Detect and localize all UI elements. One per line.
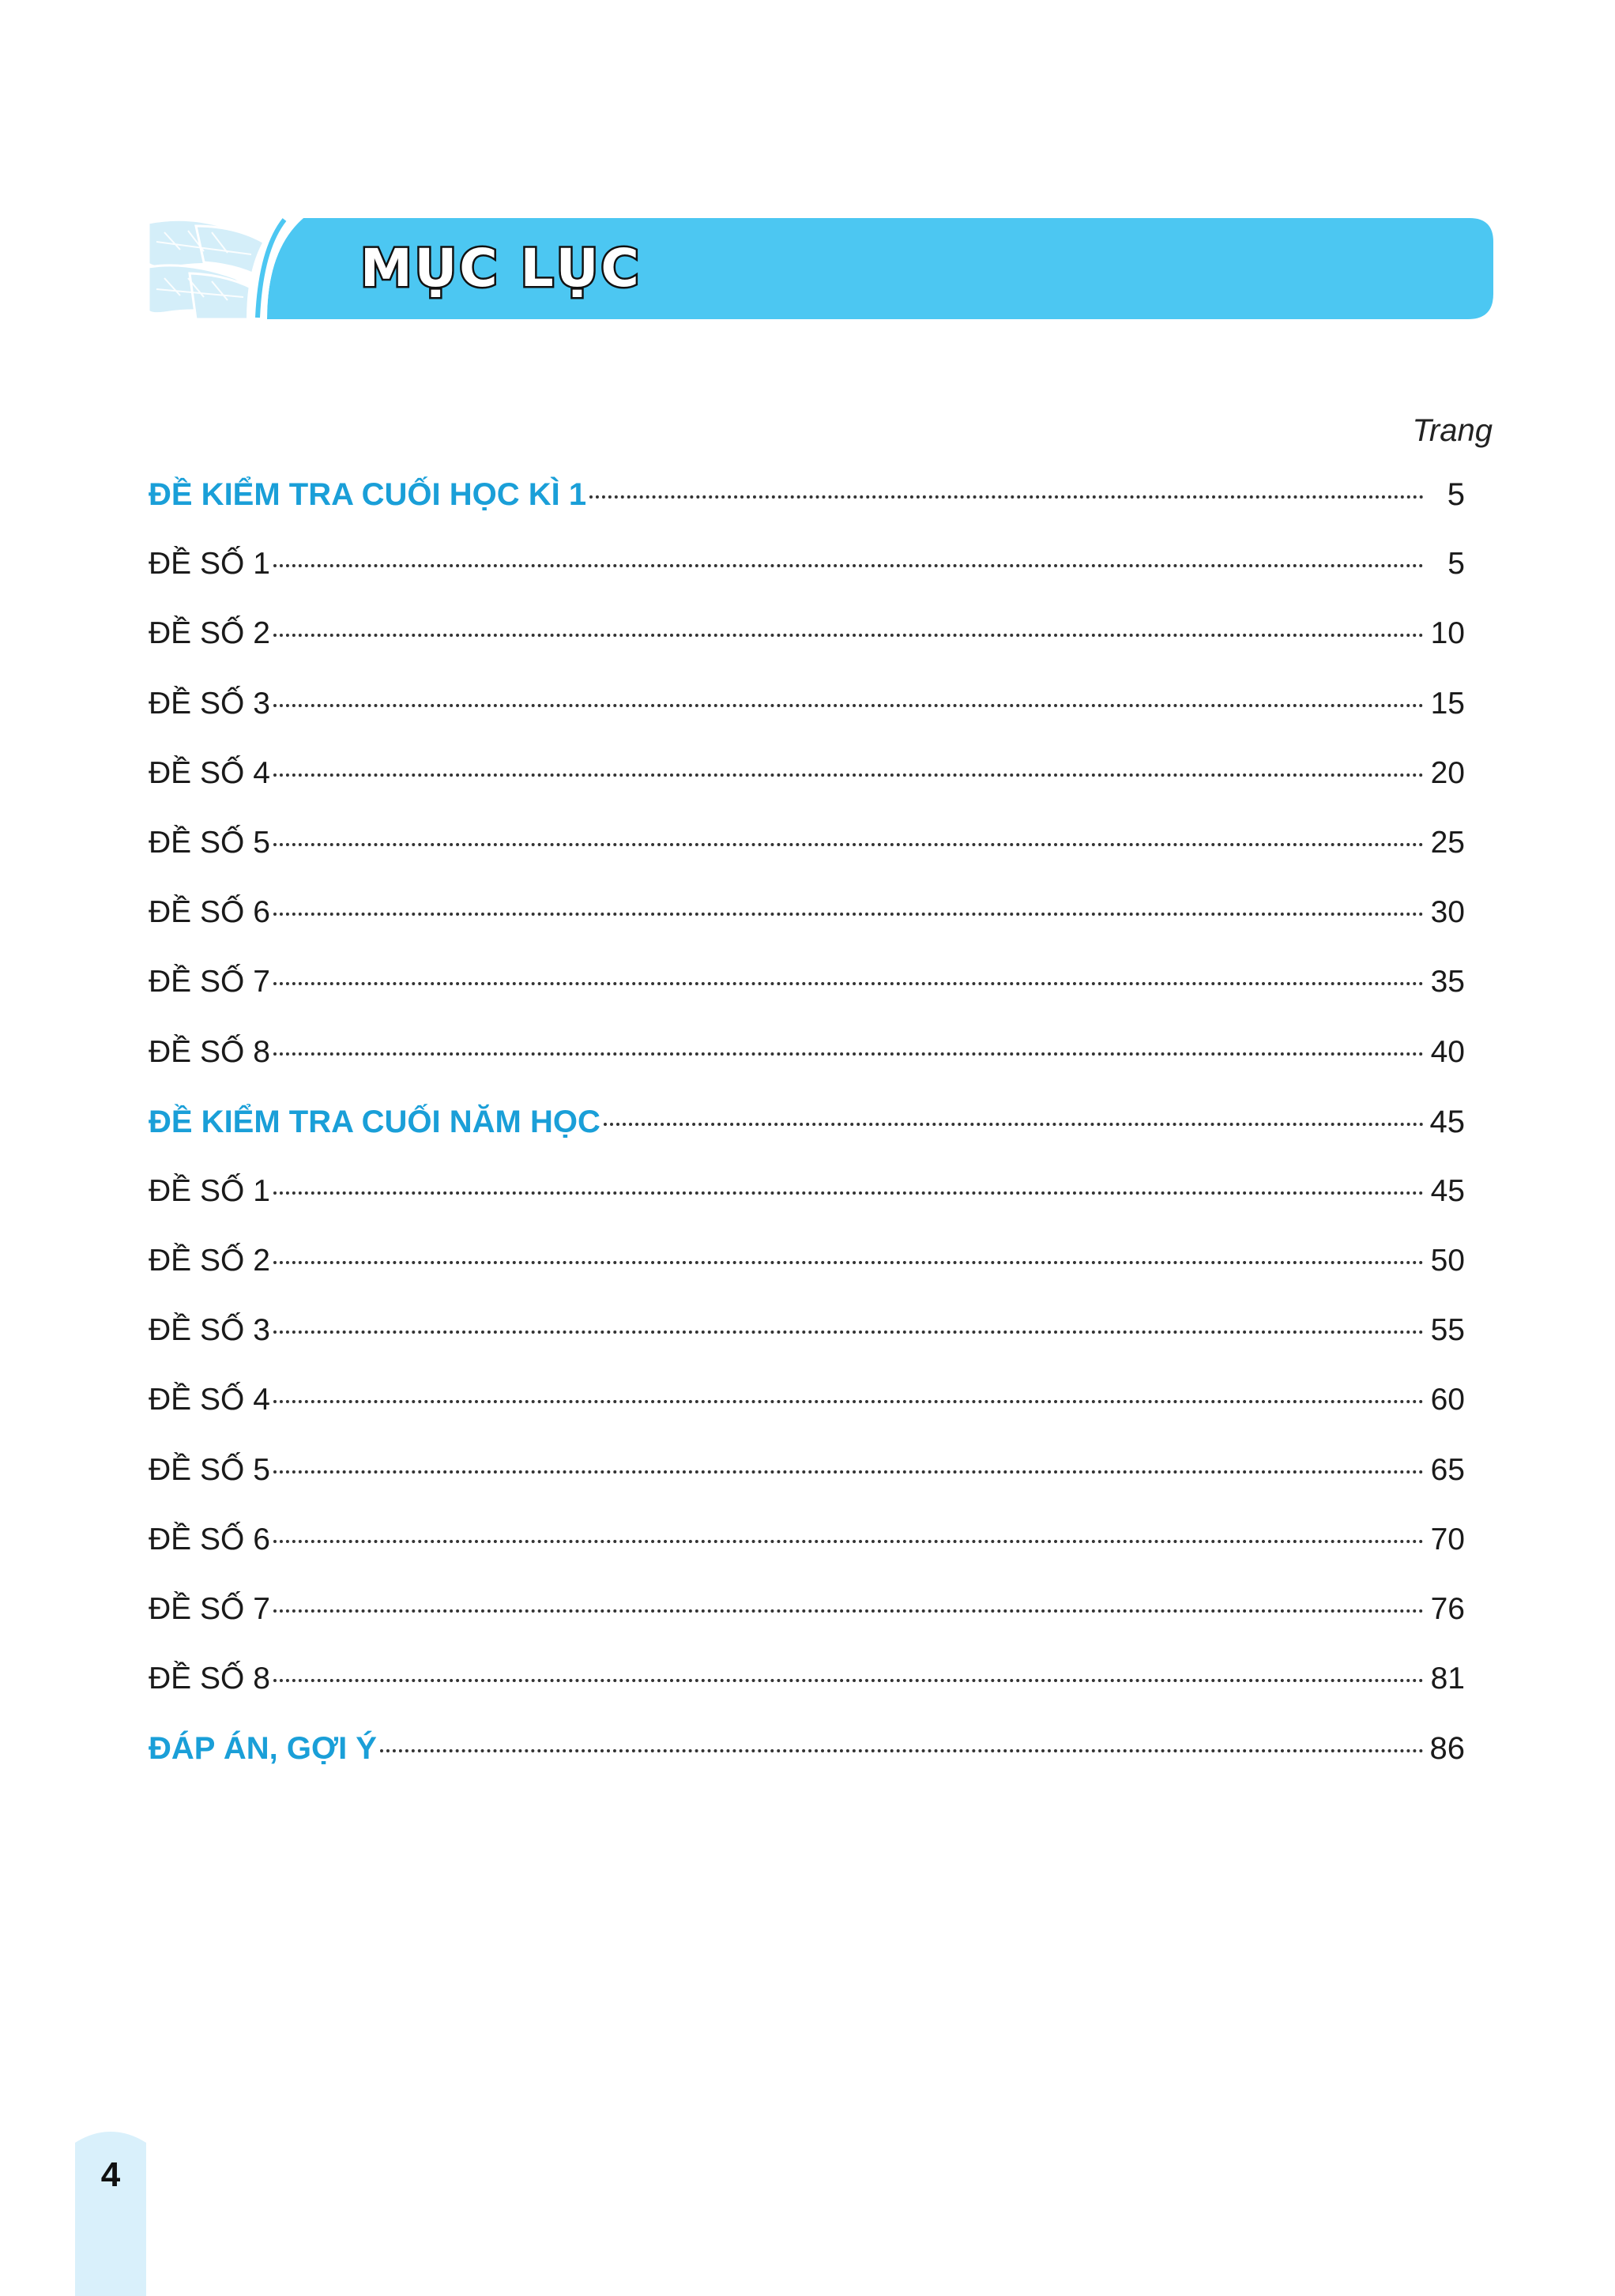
toc-entry-title: ĐỀ SỐ 7	[149, 1592, 270, 1626]
toc-entry[interactable]	[149, 1244, 1465, 1313]
toc-entry-title: ĐỀ SỐ 8	[149, 1662, 270, 1696]
dot-leader	[273, 1400, 1424, 1403]
dot-leader	[380, 1749, 1424, 1752]
page-title: MỤC LỤC	[360, 238, 642, 299]
toc-entry-title: ĐỀ SỐ 8	[149, 1034, 270, 1069]
dot-leader	[273, 1540, 1424, 1543]
toc-section-entry[interactable]	[149, 1105, 1465, 1174]
toc-entry-page: 35	[1430, 965, 1465, 999]
dot-leader	[273, 1331, 1424, 1334]
page-column-label: Trang	[1412, 413, 1493, 448]
toc-entry[interactable]	[149, 1313, 1465, 1383]
toc-entry[interactable]	[149, 1174, 1465, 1244]
toc-entry[interactable]	[149, 965, 1465, 1034]
dot-leader	[273, 913, 1424, 916]
toc-entry-page: 65	[1430, 1452, 1465, 1487]
toc-entry[interactable]	[149, 1592, 1465, 1662]
toc-entry[interactable]	[149, 687, 1465, 756]
toc-entry-title: ĐỀ SỐ 2	[149, 1244, 270, 1278]
toc-entry-page: 45	[1429, 1104, 1465, 1139]
page-number: 4	[100, 2155, 121, 2194]
dot-leader	[273, 843, 1424, 846]
toc-entry-page: 5	[1447, 547, 1465, 582]
dot-leader	[273, 1052, 1424, 1056]
toc-entry-page: 81	[1430, 1662, 1465, 1696]
toc-entry-page: 86	[1429, 1731, 1465, 1767]
toc-entry[interactable]	[149, 756, 1465, 826]
toc-entry[interactable]	[149, 1453, 1465, 1523]
toc-entry[interactable]	[149, 826, 1465, 895]
toc-entry-title: ĐỀ SỐ 7	[149, 965, 270, 999]
toc-entry-page: 55	[1430, 1313, 1465, 1348]
toc-entry-page: 50	[1430, 1244, 1465, 1278]
page-number-tab	[75, 2132, 146, 2296]
header-banner	[149, 218, 1493, 319]
toc-entry-title: ĐÁP ÁN, GỢI Ý	[149, 1731, 377, 1767]
toc-entry-page: 15	[1430, 686, 1465, 721]
toc-entry[interactable]	[149, 547, 1465, 616]
toc-entry-page: 60	[1430, 1383, 1465, 1417]
toc-section-entry[interactable]	[149, 1731, 1465, 1801]
dot-leader	[273, 1261, 1424, 1264]
toc-entry-title: ĐỀ SỐ 6	[149, 1522, 270, 1556]
toc-entry[interactable]	[149, 1523, 1465, 1592]
toc-entry-page: 40	[1430, 1034, 1465, 1069]
dot-leader	[273, 1470, 1424, 1474]
banner-background	[149, 218, 1493, 319]
toc-entry-page: 5	[1447, 477, 1465, 512]
toc-entry-page: 20	[1430, 755, 1465, 790]
dot-leader	[589, 495, 1424, 499]
toc-entry-title: ĐỀ SỐ 1	[149, 1173, 270, 1208]
toc-entry-page: 45	[1430, 1173, 1465, 1208]
toc-entry-title: ĐỀ SỐ 2	[149, 616, 270, 651]
toc-section-entry[interactable]	[149, 477, 1465, 547]
toc-entry-page: 25	[1430, 825, 1465, 860]
dot-leader	[273, 634, 1424, 637]
toc-entry-page: 10	[1430, 616, 1465, 651]
toc-entry-title: ĐỀ SỐ 4	[149, 1383, 270, 1417]
toc-entry-title: ĐỀ SỐ 3	[149, 686, 270, 721]
dot-leader	[273, 564, 1424, 567]
dot-leader	[273, 1679, 1424, 1682]
toc-entry-page: 70	[1430, 1522, 1465, 1556]
toc-entry[interactable]	[149, 1035, 1465, 1105]
toc-entry[interactable]	[149, 895, 1465, 965]
toc-entry-title: ĐỀ KIỂM TRA CUỐI NĂM HỌC	[149, 1104, 600, 1139]
toc-entry[interactable]	[149, 1662, 1465, 1731]
toc-entry-title: ĐỀ SỐ 4	[149, 755, 270, 790]
dot-leader	[273, 773, 1424, 777]
table-of-contents	[149, 477, 1465, 1801]
dot-leader	[273, 1609, 1424, 1613]
toc-entry-page: 30	[1430, 895, 1465, 930]
toc-entry[interactable]	[149, 1383, 1465, 1452]
toc-entry-title: ĐỀ SỐ 5	[149, 825, 270, 860]
toc-entry-title: ĐỀ KIỂM TRA CUỐI HỌC KÌ 1	[149, 477, 587, 512]
toc-entry-page: 76	[1430, 1592, 1465, 1626]
dot-leader	[604, 1123, 1424, 1126]
dot-leader	[273, 704, 1424, 707]
dot-leader	[273, 982, 1424, 985]
dot-leader	[273, 1191, 1424, 1195]
toc-entry-title: ĐỀ SỐ 3	[149, 1313, 270, 1348]
toc-entry-title: ĐỀ SỐ 5	[149, 1452, 270, 1487]
toc-entry[interactable]	[149, 616, 1465, 686]
toc-entry-title: ĐỀ SỐ 1	[149, 547, 270, 582]
toc-entry-title: ĐỀ SỐ 6	[149, 895, 270, 930]
